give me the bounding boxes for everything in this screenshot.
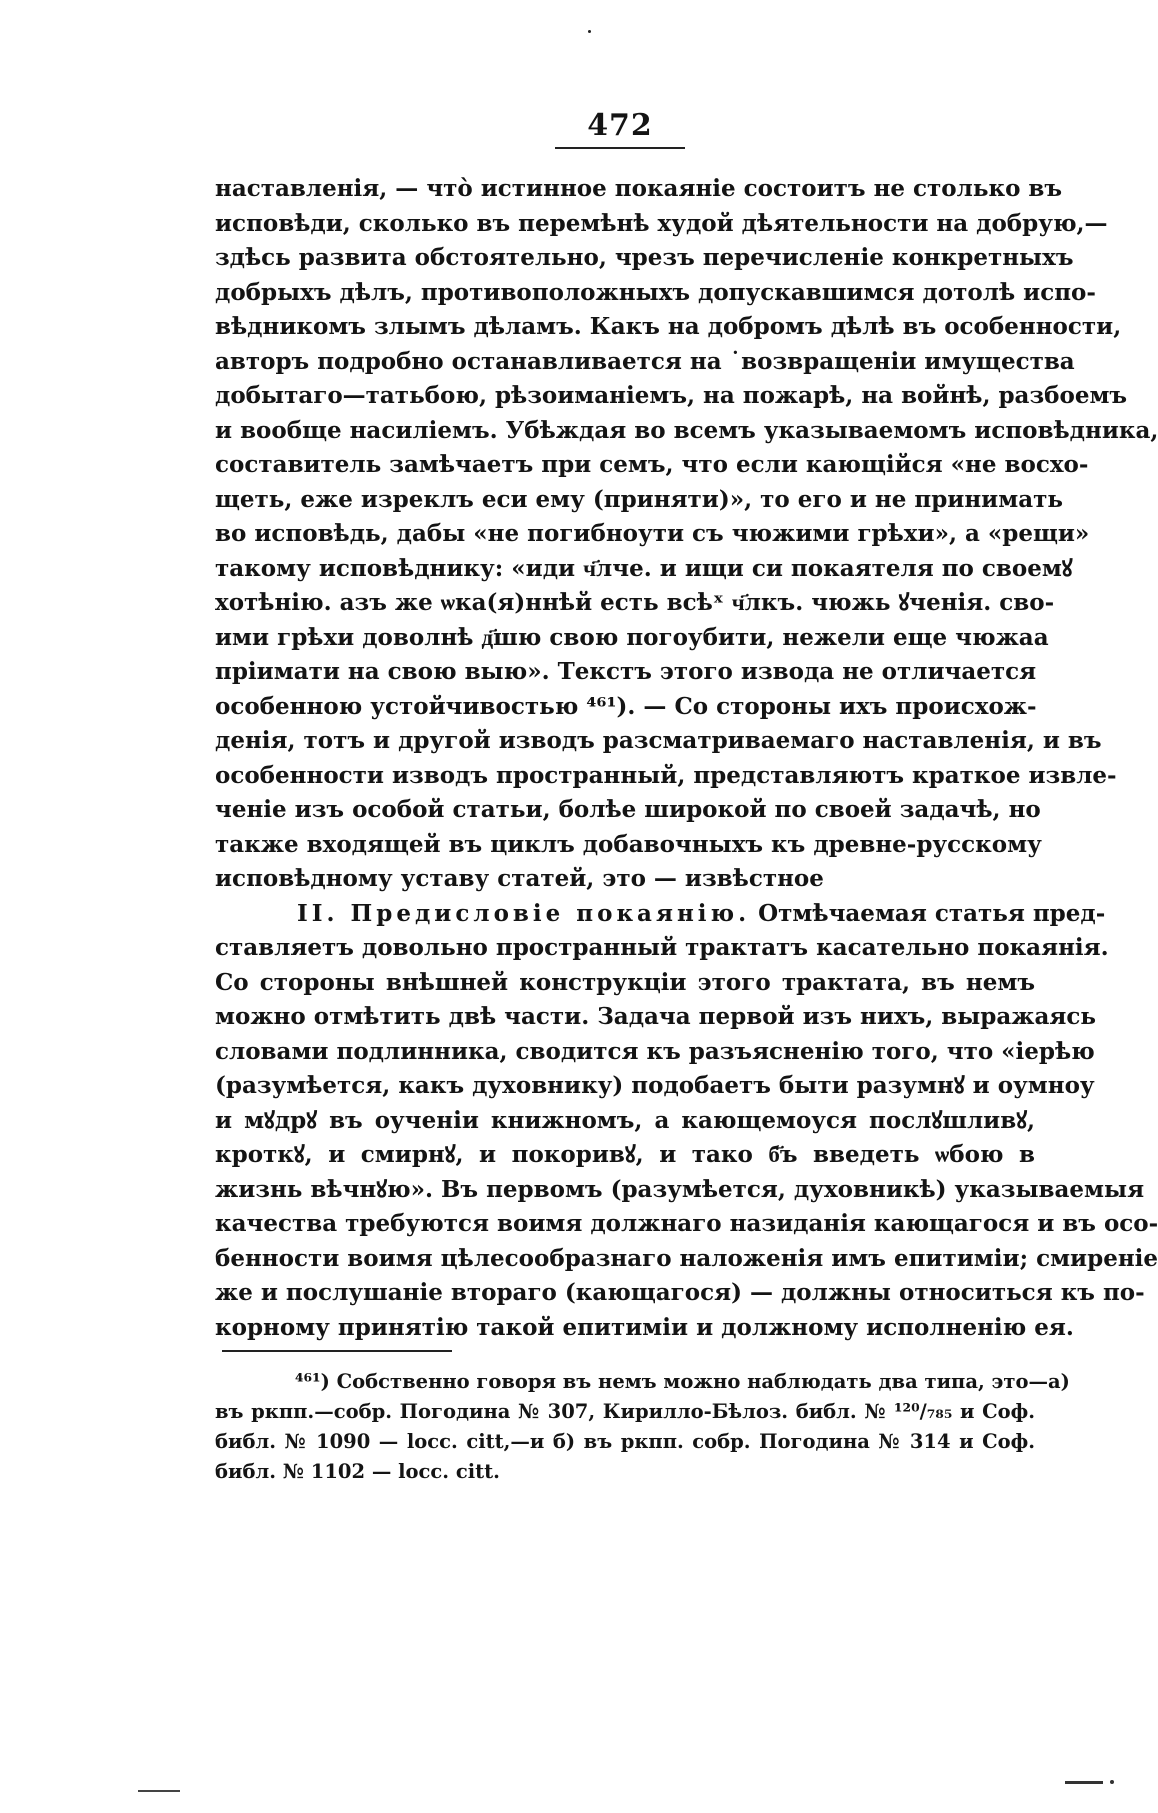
printer-mark-dot [1110, 1780, 1114, 1784]
footnote-line-2: въ ркпп.—собр. Погодина № 307, Кирилло-Бѣлоз. библ. № ¹²⁰/₇₈₅ и Соф. [215, 1400, 1035, 1423]
text-line-3: здѣсь развита обстоятельно, чрезъ перечисленіе конкретныхъ [215, 244, 1074, 271]
header-rule [555, 147, 685, 149]
text-line-5: вѣдникомъ злымъ дѣламъ. Какъ на добромъ дѣлѣ въ особенности, [215, 313, 1122, 340]
section-heading-line [215, 897, 1106, 932]
text-line-12: такому исповѣднику: «иди ч҃лче. и ищи си покаятеля по своемꙋ [215, 554, 1073, 582]
text-line-14: ими грѣхи доволнѣ д҃шю свою погоубити, нежели еще чюжаа [215, 623, 1049, 651]
footnote-line-4: библ. № 1102 — locc. citt. [215, 1460, 500, 1483]
text-line-13: хотѣнію. азъ же ѡка(я)ннѣй есть всѣˣ ч҃лкъ. чюжь ꙋченія. сво- [215, 589, 1055, 616]
text-line-15: пріимати на свою выю». Текстъ этого извода не отличается [215, 658, 1037, 685]
section-line-4: словами подлинника, сводится къ разъясненію того, что «іерѣю [215, 1037, 1095, 1065]
text-line-1: наставленія, — что̀ истинное покаяніе состоитъ не столько въ [215, 175, 1063, 202]
section-line-9: качества требуются воимя должнаго назиданія кающагося и въ осо- [215, 1210, 1158, 1237]
printer-mark-dash [1065, 1781, 1103, 1784]
text-line-2: исповѣди, сколько въ перемѣнѣ худой дѣятельности на добрую,— [215, 209, 1108, 237]
footnotes [215, 1367, 1070, 1487]
text-line-18: особенности изводъ пространный, представляютъ краткое извле- [215, 761, 1117, 789]
text-line-19: ченіе изъ особой статьи, болѣе широкой по своей задачѣ, но [215, 796, 1041, 823]
text-line-4: добрыхъ дѣлъ, противоположныхъ допускавшимся дотолѣ испо- [215, 278, 1096, 306]
section-line-12: корному принятію такой епитиміи и должному исполненію ея. [215, 1313, 1074, 1341]
printer-mark-line [138, 1790, 180, 1792]
page-number: 472 [587, 108, 653, 143]
section-line-8: жизнь вѣчнꙋю». Въ первомъ (разумѣется, духовникѣ) указываемыя [215, 1175, 1145, 1203]
section-line-7: кроткꙋ, и смирнꙋ, и покоривꙋ, и тако б҃ъ введеть ѡбою в [215, 1141, 1035, 1168]
section-line-6: и мꙋдрꙋ въ оученіи книжномъ, а кающемоуся послꙋшливꙋ, [215, 1106, 1035, 1134]
footnote-line-1: ⁴⁶¹) Собственно говоря въ немъ можно наблюдать два типа, это—а) [295, 1370, 1070, 1393]
section-heading-continuation: Отмѣчаемая статья пред- [750, 899, 1106, 927]
section-line-1: ставляетъ довольно пространный трактатъ касательно покаянія. [215, 934, 1109, 961]
section-line-11: же и послушаніе втораго (кающагося) — должны относиться къ по- [215, 1279, 1145, 1306]
text-line-11: во исповѣдь, дабы «не погибноути съ чюжими грѣхи», а «рещи» [215, 520, 1090, 547]
scan-speck [588, 30, 591, 33]
footnote-rule [222, 1350, 452, 1352]
section-line-2: Со стороны внѣшней конструкціи этого трактата, въ немъ [215, 968, 1035, 996]
text-line-16: особенною устойчивостью ⁴⁶¹). — Со стороны ихъ происхож- [215, 692, 1037, 720]
text-line-20: также входящей въ циклъ добавочныхъ къ древне-русскому [215, 830, 1042, 858]
text-line-10: щеть, еже изреклъ еси ему (приняти)», то его и не принимать [215, 485, 1063, 513]
text-line-9: составитель замѣчаетъ при семъ, что если кающійся «не восхо- [215, 451, 1089, 478]
section-line-10: бенности воимя цѣлесообразнаго наложенія имъ епитиміи; смиреніе [215, 1244, 1158, 1272]
text-line-7: добытаго—татьбою, рѣзоиманіемъ, на пожарѣ, на войнѣ, разбоемъ [215, 382, 1128, 409]
text-line-6: авторъ подробно останавливается на ˙возвращеніи имущества [215, 347, 1075, 375]
text-line-17: денія, тотъ и другой изводъ разсматриваемаго наставленія, и въ [215, 727, 1102, 754]
text-line-8: и вообще насиліемъ. Убѣждая во всемъ указываемомъ исповѣдника, [215, 416, 1158, 444]
section-line-5: (разумѣется, какъ духовнику) подобаетъ быти разумнꙋ и оумноу [215, 1072, 1095, 1099]
section-heading: II. Предисловіе покаянію. [297, 899, 751, 927]
section-line-3: можно отмѣтить двѣ части. Задача первой изъ нихъ, выражаясь [215, 1003, 1097, 1030]
footnote-line-3: библ. № 1090 — locc. citt,—и б) въ ркпп. собр. Погодина № 314 и Соф. [215, 1430, 1035, 1453]
main-text [215, 172, 1158, 1345]
text-line-21: исповѣдному уставу статей, это — извѣстное [215, 865, 824, 892]
